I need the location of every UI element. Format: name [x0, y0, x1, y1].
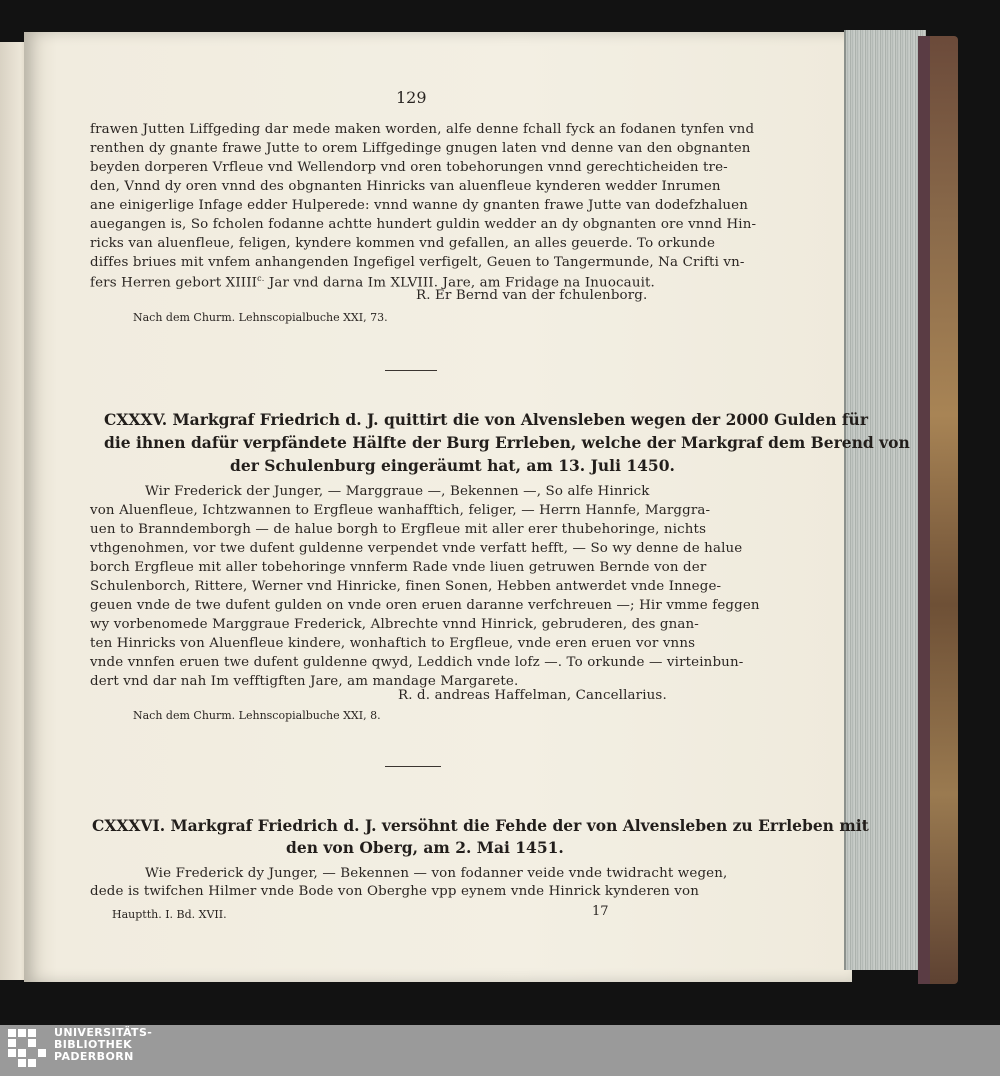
- section-divider: [385, 766, 441, 767]
- text-line: vnde vnnfen eruen twe dufent guldenne qwyd, Leddich vnde lofz —. To orkunde — virteinbun-: [90, 655, 744, 670]
- text-line: borch Ergfleue mit aller tobehoringe vnnferm Rade vnde liuen getruwen Bernde von der: [90, 560, 707, 575]
- text-line: uen to Branndemborgh — de halue borgh to Ergfleue mit aller erer thubehoringe, nichts: [90, 522, 707, 537]
- heading-line: die ihnen dafür verpfändete Hälfte der Burg Errleben, welche der Markgraf dem Berend von: [104, 433, 910, 452]
- signature-line: R. Er Bernd van der fchulenborg.: [416, 288, 648, 303]
- banner-line-1: UNIVERSITÄTS-: [54, 1026, 153, 1039]
- text-line: dede is twifchen Hilmer vnde Bode von Oberghe vpp eynem vnde Hinrick kynderen von: [90, 884, 699, 899]
- banner-line-2: BIBLIOTHEK: [54, 1038, 133, 1051]
- source-note: Nach dem Churm. Lehnscopialbuche XXI, 73.: [133, 311, 388, 324]
- text-line: Wie Frederick dy Junger, — Bekennen — von fodanner veide vnde twidracht wegen,: [145, 866, 728, 881]
- text-line: auegangen is, So fcholen fodanne achtte hundert guldin wedder an dy obgnanten ore vnnd Hin-: [90, 217, 757, 232]
- text-line: ane einigerlige Infage edder Hulperede: vnnd wanne dy gnanten frawe Jutte van dodefzhaluen: [90, 198, 748, 213]
- library-logo-icon: [8, 1029, 46, 1071]
- text-line: fers Herren gebort $XIIII^{c.}$ Jar vnd darna Im XLVIII. Jare, am Fridage na Inuocauit.: [90, 274, 655, 291]
- text-line: dert vnd dar nah Im vefftigften Jare, am mandage Margarete.: [90, 674, 519, 689]
- footer-signature-mark: 17: [592, 904, 609, 919]
- page-number: 129: [396, 88, 427, 107]
- text-line: ten Hinricks von Aluenfleue kindere, wonhaftich to Ergfleue, vnde eren eruen vor vnns: [90, 636, 696, 651]
- banner-line-3: PADERBORN: [54, 1050, 134, 1063]
- heading-line: CXXXV. Markgraf Friedrich d. J. quittirt die von Alvensleben wegen der 2000 Gulden für: [104, 410, 868, 429]
- heading-line: der Schulenburg eingeräumt hat, am 13. Juli 1450.: [230, 456, 675, 475]
- source-note: Nach dem Churm. Lehnscopialbuche XXI, 8.: [133, 709, 381, 722]
- heading-line: CXXXVI. Markgraf Friedrich d. J. versöhnt die Fehde der von Alvensleben zu Errleben mit: [92, 816, 869, 835]
- library-banner: [0, 1025, 1000, 1076]
- footer-volume: Hauptth. I. Bd. XVII.: [112, 908, 227, 921]
- section-divider: [385, 370, 437, 371]
- text-line: ricks van aluenfleue, feligen, kyndere kommen vnd gefallen, an alles geuerde. To orkunde: [90, 236, 716, 251]
- text-line: Schulenborch, Rittere, Werner vnd Hinricke, finen Sonen, Hebben antwerdet vnde Innege-: [90, 579, 722, 594]
- text-line: von Aluenfleue, Ichtzwannen to Ergfleue wanhafftich, feliger, — Herrn Hannfe, Marggra-: [90, 503, 711, 518]
- text-line: den, Vnnd dy oren vnnd des obgnanten Hinricks van aluenfleue kynderen wedder Inrumen: [90, 179, 721, 194]
- text-line: Wir Frederick der Junger, — Marggraue —, Bekennen —, So alfe Hinrick: [145, 484, 650, 499]
- text-line: vthgenohmen, vor twe dufent guldenne verpendet vnde verfatt hefft, — So wy denne de halue: [90, 541, 743, 556]
- text-line: beyden dorperen Vrfleue vnd Wellendorp vnd oren tobehorungen vnnd gerechticheiden tre-: [90, 160, 728, 175]
- text-line: renthen dy gnante frawe Jutte to orem Liffgedinge gnugen laten vnd denne van den obgnanten: [90, 141, 751, 156]
- text-line: geuen vnde de twe dufent gulden on vnde oren eruen daranne verfchreuen —; Hir vmme feggen: [90, 598, 760, 613]
- signature-line: R. d. andreas Haffelman, Cancellarius.: [398, 688, 667, 703]
- book-cover-edge: [918, 36, 930, 984]
- text-line: wy vorbenomede Marggraue Frederick, Albrechte vnnd Hinrick, gebruderen, des gnan-: [90, 617, 699, 632]
- text-line: frawen Jutten Liffgeding dar mede maken worden, alfe denne fchall fyck an fodanen tynfen vnd: [90, 122, 755, 137]
- heading-line: den von Oberg, am 2. Mai 1451.: [286, 838, 564, 857]
- text-line: diffes briues mit vnfem anhangenden Ingefigel verfigelt, Geuen to Tangermunde, Na Crifti vn-: [90, 255, 745, 270]
